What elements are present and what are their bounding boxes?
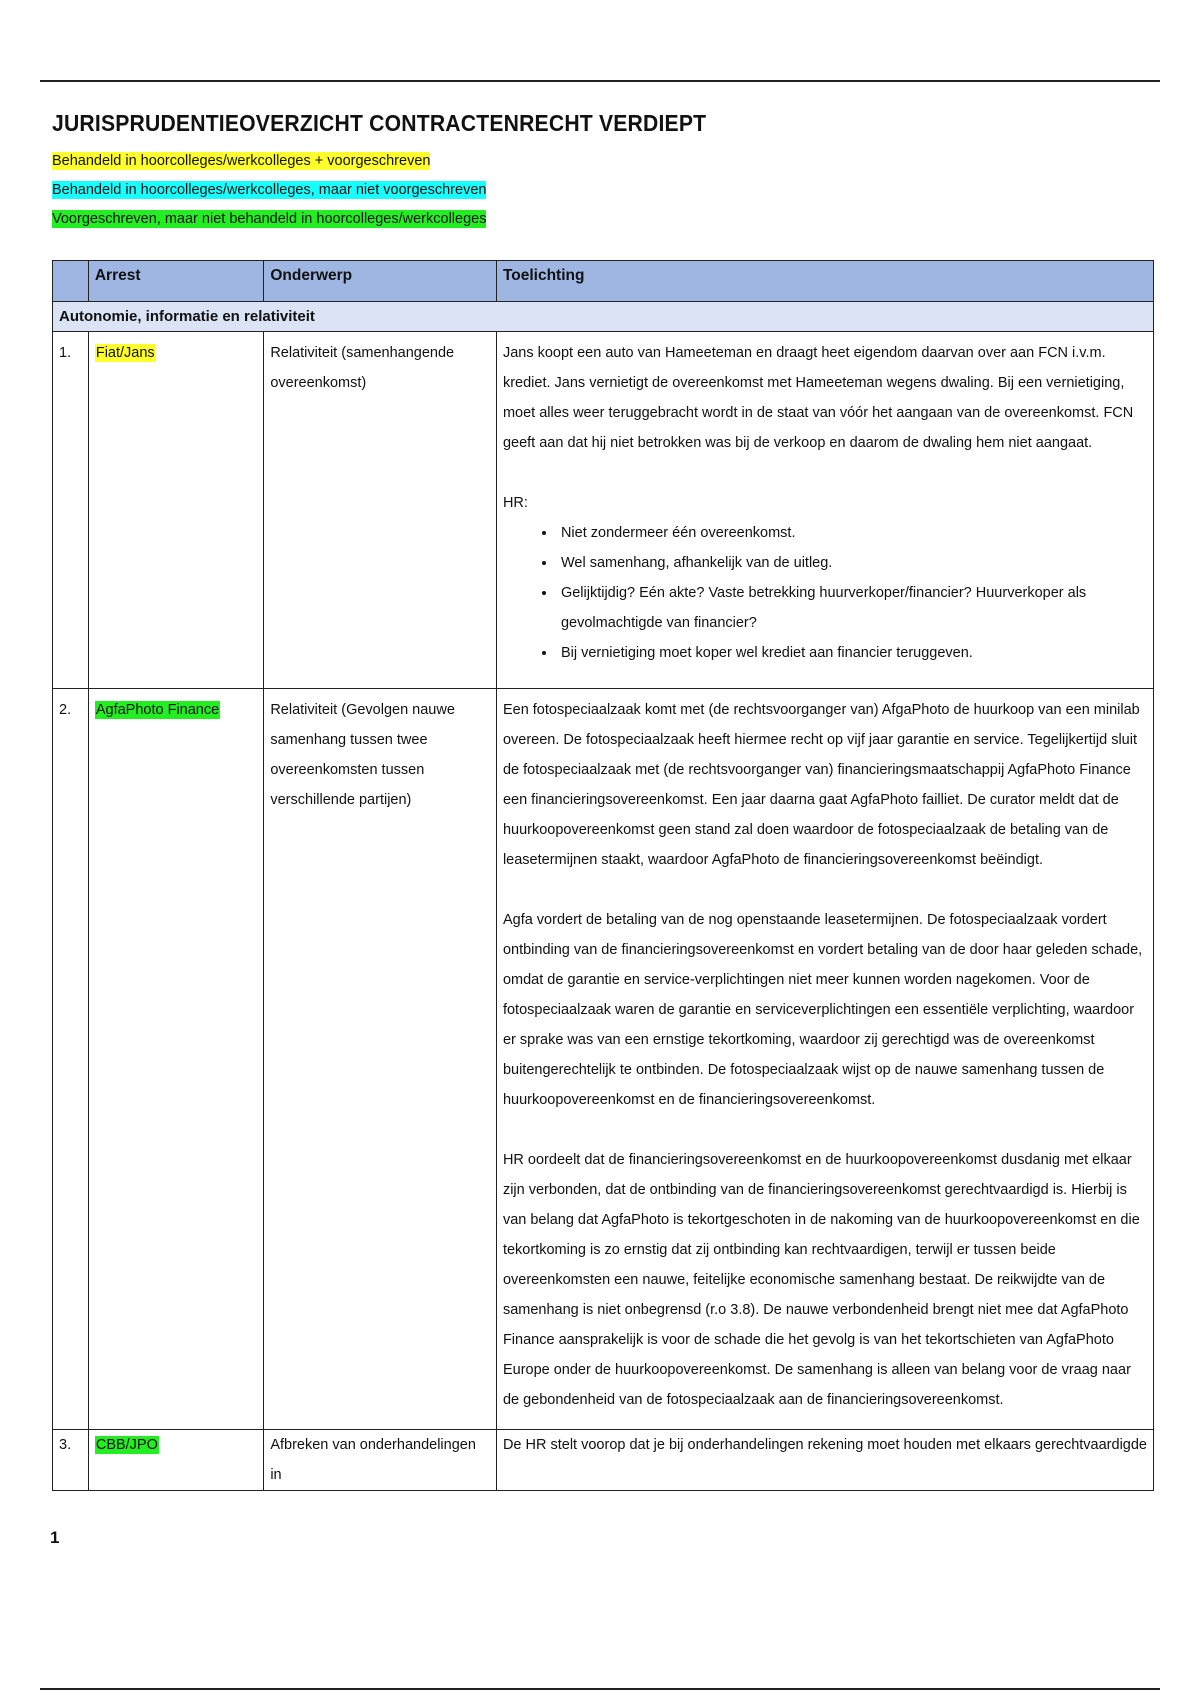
onderwerp-cell: Relativiteit (samenhangende overeenkomst) bbox=[264, 332, 497, 689]
header-arrest: Arrest bbox=[88, 261, 263, 302]
onderwerp-cell: Relativiteit (Gevolgen nauwe samenhang tussen twee overeenkomsten tussen verschillende partijen) bbox=[264, 689, 497, 1430]
list-item: • Bij vernietiging moet koper wel krediet aan financier teruggeven. bbox=[557, 638, 1147, 668]
bottom-rule bbox=[40, 1688, 1160, 1690]
toelichting-paragraph: Agfa vordert de betaling van de nog openstaande leasetermijnen. De fotospeciaalzaak vordert ontbinding van de financieringsovereenkomst en vordert betaling van de door haar geleden schade, omdat de garantie en service-verplichtingen niet meer kunnen worden nagekomen. Voor de fotospeciaalzaak waren de garantie en serviceverplichtingen een essentiële verplichting, waardoor er sprake was van een ernstige tekortkoming, waardoor zij gerechtigd was de overeenkomst buitengerechtelijk te ontbinden. De fotospeciaalzaak wijst op de nauwe samenhang tussen de huurkoopovereenkomst en de financieringsovereenkomst. bbox=[502, 912, 1143, 1108]
row-number: 2. bbox=[53, 689, 89, 1430]
case-name: Fiat/Jans bbox=[95, 345, 155, 361]
header-number bbox=[53, 261, 89, 302]
header-onderwerp: Onderwerp bbox=[264, 261, 497, 302]
case-name: AgfaPhoto Finance bbox=[95, 702, 220, 718]
top-rule bbox=[40, 80, 1160, 82]
document-title: JURISPRUDENTIEOVERZICHT CONTRACTENRECHT VERDIEPT bbox=[52, 110, 707, 136]
case-name: CBB/JPO bbox=[95, 1437, 158, 1453]
legend-item-cyan: Behandeld in hoorcolleges/werkcolleges, maar niet voorgeschreven bbox=[52, 182, 487, 198]
list-item: • Wel samenhang, afhankelijk van de uitleg. bbox=[557, 548, 1147, 578]
arrest-cell bbox=[88, 689, 263, 1430]
toelichting-paragraph: Een fotospeciaalzaak komt met (de rechtsvoorganger van) AfgaPhoto de huurkoop van een minilab overeen. De fotospeciaalzaak heeft hiermee recht op vijf jaar garantie en service. Tegelijkertijd sluit de fotospeciaalzaak met (de rechtsvoorganger van) financieringsmaatschappij AgfaPhoto Finance een financieringsovereenkomst. Een jaar daarna gaat AgfaPhoto failliet. De curator meldt dat de huurkoopovereenkomst geen stand zal doen waardoor de fotospeciaalzaak de betaling van de leasetermijnen staakt, waardoor AgfaPhoto de financieringsovereenkomst beëindigt. bbox=[502, 702, 1140, 868]
toelichting-paragraph: Jans koopt een auto van Hameeteman en draagt heet eigendom daarvan over aan FCN i.v.m. krediet. Jans vernietigt de overeenkomst met Hameeteman wegens dwaling. Bij een vernietiging, moet alles weer teruggebracht wordt in de staat van vóór het aangaan van de overeenkomst. FCN geeft aan dat hij niet betrokken was bij de verkoop en daarom de dwaling hem niet aangaat. bbox=[502, 345, 1134, 451]
toelichting-cell bbox=[496, 332, 1153, 689]
list-item: • Gelijktijdig? Eén akte? Vaste betrekking huurverkoper/financier? Huurverkoper als gevolmachtigde van financier? bbox=[557, 578, 1147, 638]
list-item: • Niet zondermeer één overeenkomst. bbox=[557, 518, 1147, 548]
row-number: 1. bbox=[53, 332, 89, 689]
legend-item-yellow: Behandeld in hoorcolleges/werkcolleges + voorgeschreven bbox=[52, 153, 431, 169]
table-row bbox=[53, 1430, 1154, 1491]
legend-item-green: Voorgeschreven, maar niet behandeld in hoorcolleges/werkcolleges bbox=[52, 211, 487, 227]
table-row bbox=[53, 332, 1154, 689]
onderwerp-cell: Afbreken van onderhandelingen in bbox=[264, 1430, 497, 1491]
hr-bullet-list bbox=[503, 518, 1147, 668]
hr-label: HR: bbox=[502, 495, 528, 511]
table-row bbox=[53, 689, 1154, 1430]
toelichting-paragraph: HR oordeelt dat de financieringsovereenkomst en de huurkoopovereenkomst dusdanig met elkaar zijn verbonden, dat de ontbinding van de financieringsovereenkomst gerechtvaardigd is. Hierbij is van belang dat AgfaPhoto is tekortgeschoten in de nakoming van de huurkoopovereenkomst en die tekortkoming is zo ernstig dat zij ontbinding kan rechtvaardigen, terwijl er tussen beide overeenkomsten een nauwe, feitelijke economische samenhang bestaat. De reikwijdte van de samenhang is niet onbegrensd (r.o 3.8). De nauwe verbondenheid brengt niet mee dat AgfaPhoto Finance aansprakelijk is voor de schade die het gevolg is van het tekortschieten van AgfaPhoto Europe onder de huurkoopovereenkomst. De samenhang is alleen van belang voor de vraag naar de gebondenheid van de fotospeciaalzaak aan de financieringsovereenkomst. bbox=[502, 1152, 1140, 1408]
section-row bbox=[53, 302, 1154, 332]
table-header-row bbox=[53, 261, 1154, 302]
header-toelichting: Toelichting bbox=[496, 261, 1153, 302]
row-number: 3. bbox=[53, 1430, 89, 1491]
toelichting-cell bbox=[496, 689, 1153, 1430]
page-number: 1 bbox=[50, 1528, 60, 1547]
case-law-table bbox=[52, 260, 1154, 1491]
arrest-cell bbox=[88, 332, 263, 689]
arrest-cell bbox=[88, 1430, 263, 1491]
section-title: Autonomie, informatie en relativiteit bbox=[53, 302, 1154, 332]
color-legend bbox=[52, 147, 486, 234]
toelichting-cell: De HR stelt voorop dat je bij onderhandelingen rekening moet houden met elkaars gerechtvaardigde bbox=[496, 1430, 1153, 1491]
